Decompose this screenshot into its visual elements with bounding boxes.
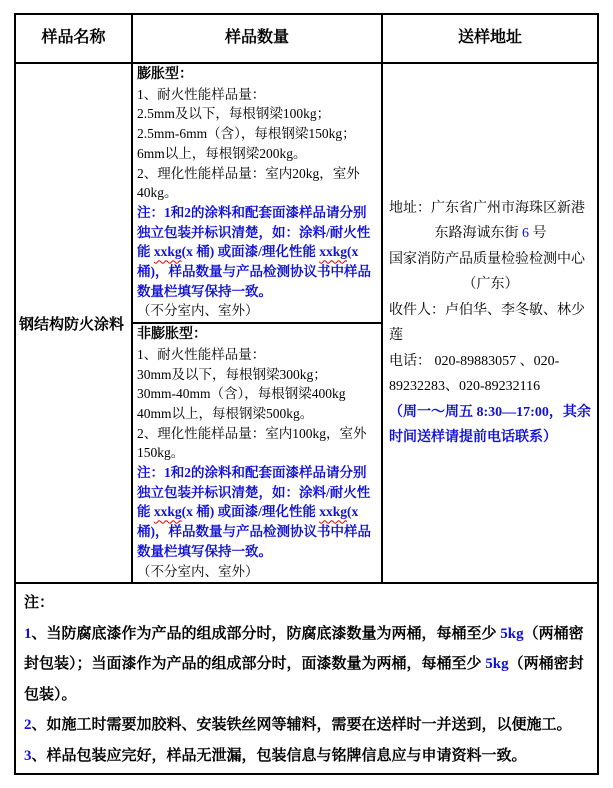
note-xxkg-spellcheck: xxkg xyxy=(153,244,182,260)
expansion-line: 2.5mm及以下，每根钢梁100kg； xyxy=(137,106,331,122)
note-xxkg-spellcheck: xxkg xyxy=(319,504,348,520)
footnote-number: 3 xyxy=(24,747,32,764)
header-delivery-address: 送样地址 xyxy=(382,14,598,63)
non-expansion-line: 1、耐火性能样品量： xyxy=(137,346,266,362)
expansion-note-scope: （不分室内、室外） xyxy=(137,303,259,319)
address-street-suffix: 号 xyxy=(529,226,547,242)
footnote-item-2 xyxy=(24,710,589,741)
sample-name-text: 钢结构防火涂料 xyxy=(19,316,125,333)
note-xxkg-spellcheck: xxkg xyxy=(319,244,348,260)
footnote-5kg: 5kg xyxy=(500,625,524,642)
note-text: (x 桶) 或面漆/理化性 xyxy=(181,244,303,260)
institute-name: 国家消防产品质量检验检测中心 xyxy=(389,251,585,267)
address-street: 东路海诚东街 xyxy=(434,226,522,242)
expansion-line: 6mm以上，每根钢梁200kg。 xyxy=(137,145,307,161)
footnote-number: 1 xyxy=(24,625,32,642)
address-line-2 xyxy=(389,221,592,247)
delivery-address-cell xyxy=(382,63,598,583)
note-text: (x 桶)，样品数量与产品检测协议书中样品数量栏填写保持一致。 xyxy=(137,504,371,559)
non-expansion-type-cell xyxy=(132,323,382,583)
header-sample-name: 样品名称 xyxy=(15,14,132,63)
footnote-text: （两桶密封包装）。 xyxy=(24,656,584,703)
footnotes-title: 注： xyxy=(24,595,55,612)
footnote-number: 2 xyxy=(24,717,32,734)
note-text: 能 xyxy=(302,504,320,520)
sample-name-cell xyxy=(15,63,132,583)
expansion-row xyxy=(15,63,598,323)
non-expansion-note-scope: （不分室内、室外） xyxy=(137,563,259,579)
recipients: 收件人：卢伯华、李冬敏、林少莲 xyxy=(389,302,585,344)
expansion-type-cell xyxy=(132,63,382,323)
non-expansion-line: 30mm-40mm（含），每根钢梁400kg xyxy=(137,386,346,402)
footnote-5kg: 5kg xyxy=(485,656,509,673)
office-hours-note: （周一～周五 8:30—17:00，其余时间送样请提前电话联系） xyxy=(389,404,591,446)
expansion-packaging-note xyxy=(137,203,378,302)
expansion-heading: 膨胀型： xyxy=(137,67,193,82)
note-text: 注：1和2的涂料和配套面漆样品请分别独立包装并标识清楚，如：涂料/耐火性能 xyxy=(137,204,371,260)
header-sample-quantity: 样品数量 xyxy=(132,14,382,63)
expansion-line: 1、耐火性能样品量： xyxy=(137,86,266,102)
footnote-text: 、样品包装应完好，样品无泄漏，包装信息与铭牌信息应与申请资料一致。 xyxy=(31,747,527,764)
header-row xyxy=(15,14,598,63)
non-expansion-heading: 非膨胀型： xyxy=(137,327,207,343)
institute-region: （广东） xyxy=(462,277,519,293)
footnote-item-3 xyxy=(24,741,589,772)
note-xxkg-spellcheck: xxkg xyxy=(153,504,182,520)
address-line-1: 地址：广东省广州市海珠区新港 xyxy=(389,200,585,216)
sample-requirements-table xyxy=(14,13,599,775)
note-text: 能 xyxy=(302,244,320,260)
non-expansion-line: 40mm以上，每根钢梁500kg。 xyxy=(137,405,314,421)
footnote-text: （两桶密封包装）；当面漆作为产品的组成部分时，面漆数量为两桶，每桶至少 xyxy=(24,625,584,673)
non-expansion-packaging-note xyxy=(137,463,378,562)
non-expansion-line: 30mm及以下，每根钢梁300kg； xyxy=(137,366,327,382)
phone-numbers: 电话： 020-89883057 、020-89232283、020-89232116 xyxy=(389,353,560,395)
footnotes-cell xyxy=(15,583,598,774)
footnote-text: 、当防腐底漆作为产品的组成部分时，防腐底漆数量为两桶，每桶至少 xyxy=(31,625,501,642)
non-expansion-line: 2、理化性能样品量：室内100kg，室外150kg。 xyxy=(137,425,367,461)
address-street-number: 6 xyxy=(522,226,529,242)
footnote-item-1 xyxy=(24,619,589,711)
expansion-line: 2.5mm-6mm（含），每根钢梁150kg； xyxy=(137,126,356,142)
note-text: (x 桶)，样品数量与产品检测协议书中样品数量栏填写保持一致。 xyxy=(137,244,371,299)
note-text: 注：1和2的涂料和配套面漆样品请分别独立包装并标识清楚，如：涂料/耐火性能 xyxy=(137,465,371,520)
expansion-line: 2、理化性能样品量：室内20kg，室外40kg。 xyxy=(137,165,360,201)
note-text: (x 桶) 或面漆/理化性 xyxy=(181,504,303,520)
footnote-text: 、如施工时需要加胶料、安装铁丝网等辅料，需要在送样时一并送到，以便施工。 xyxy=(31,717,572,734)
footnotes-row xyxy=(15,583,598,774)
